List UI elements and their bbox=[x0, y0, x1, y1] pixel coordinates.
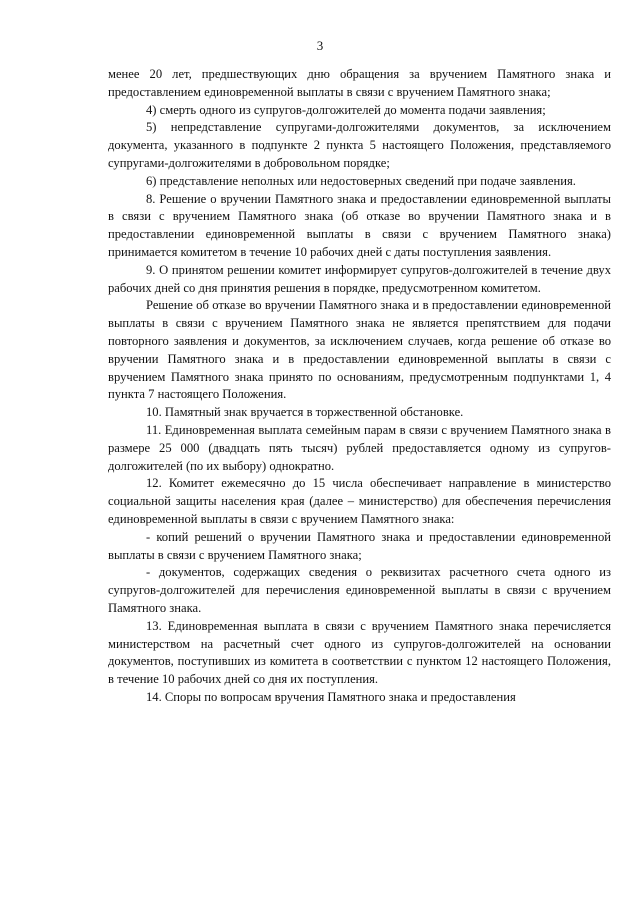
paragraph-dash-item-documents: - документов, содержащих сведения о реквизитах расчетного счета одного из супругов-долгожителей для перечисления единовременной выплаты в связи с вручением Памятного знака. bbox=[108, 565, 611, 615]
paragraph-item-8: 8. Решение о вручении Памятного знака и предоставлении единовременной выплаты в связи с вручением Памятного знака (об отказе во вручении Памятного знака и в предоставлении единовременной выплаты в связи с вручением Памятного знака) принимается комитетом в течение 10 рабочих дней с даты поступления заявления. bbox=[108, 191, 611, 259]
paragraph-item-11: 11. Единовременная выплата семейным парам в связи с вручением Памятного знака в размере 25 000 (двадцать пять тысяч) рублей предоставляется одному из супругов-долгожителей (по их выбору) однократно. bbox=[108, 422, 611, 473]
paragraph-dash-item-copies: - копий решений о вручении Памятного знака и предоставлении единовременной выплаты в связи с вручением Памятного знака; bbox=[108, 529, 611, 562]
paragraph-refusal-decision: Решение об отказе во вручении Памятного знака и в предоставлении единовременной выплаты в связи с вручением Памятного знака не является препятствием для подачи повторного заявления и документов, за исключением случаев, когда решение об отказе во вручении Памятного знака и в предоставлении единовременной выплаты в связи с вручением Памятного знака принято по основаниям, предусмотренным подпунктами 1, 4 пункта 7 настоящего Положения. bbox=[108, 298, 611, 402]
paragraph-item-10: 10. Памятный знак вручается в торжественной обстановке. bbox=[146, 405, 464, 420]
paragraph-subitem-4: 4) смерть одного из супругов-долгожителей до момента подачи заявления; bbox=[146, 102, 546, 117]
paragraph-item-12: 12. Комитет ежемесячно до 15 числа обеспечивает направление в министерство социальной защиты населения края (далее – министерство) для обеспечения перечисления единовременной выплаты в связи с вручением Памятного знака: bbox=[108, 476, 611, 526]
document-body bbox=[108, 66, 611, 707]
paragraph-item-13: 13. Единовременная выплата в связи с вручением Памятного знака перечисляется министерством на расчетный счет одного из супругов-долгожителей на основании документов, поступивших из комитета в соответствии с пунктом 12 настоящего Положения, в течение 10 рабочих дней со дня их поступления. bbox=[108, 618, 611, 687]
paragraph-subitem-6: 6) представление неполных или недостоверных сведений при подаче заявления. bbox=[146, 173, 576, 188]
paragraph-subitem-5: 5) непредставление супругами-долгожителями документов, за исключением документа, указанного в подпункте 2 пункта 5 настоящего Положения, представляемого супругами-долгожителями в добровольном порядке; bbox=[108, 120, 611, 170]
paragraph-item-14: 14. Споры по вопросам вручения Памятного знака и предоставления bbox=[146, 689, 516, 704]
page-number: 3 bbox=[316, 38, 324, 53]
paragraph-item-9: 9. О принятом решении комитет информирует супругов-долгожителей в течение двух рабочих дней со дня принятия решения в порядке, предусмотренном комитетом. bbox=[108, 262, 611, 295]
paragraph-continuation: менее 20 лет, предшествующих дню обращения за вручением Памятного знака и предоставлением единовременной выплаты в связи с вручением Памятного знака; bbox=[108, 67, 611, 99]
